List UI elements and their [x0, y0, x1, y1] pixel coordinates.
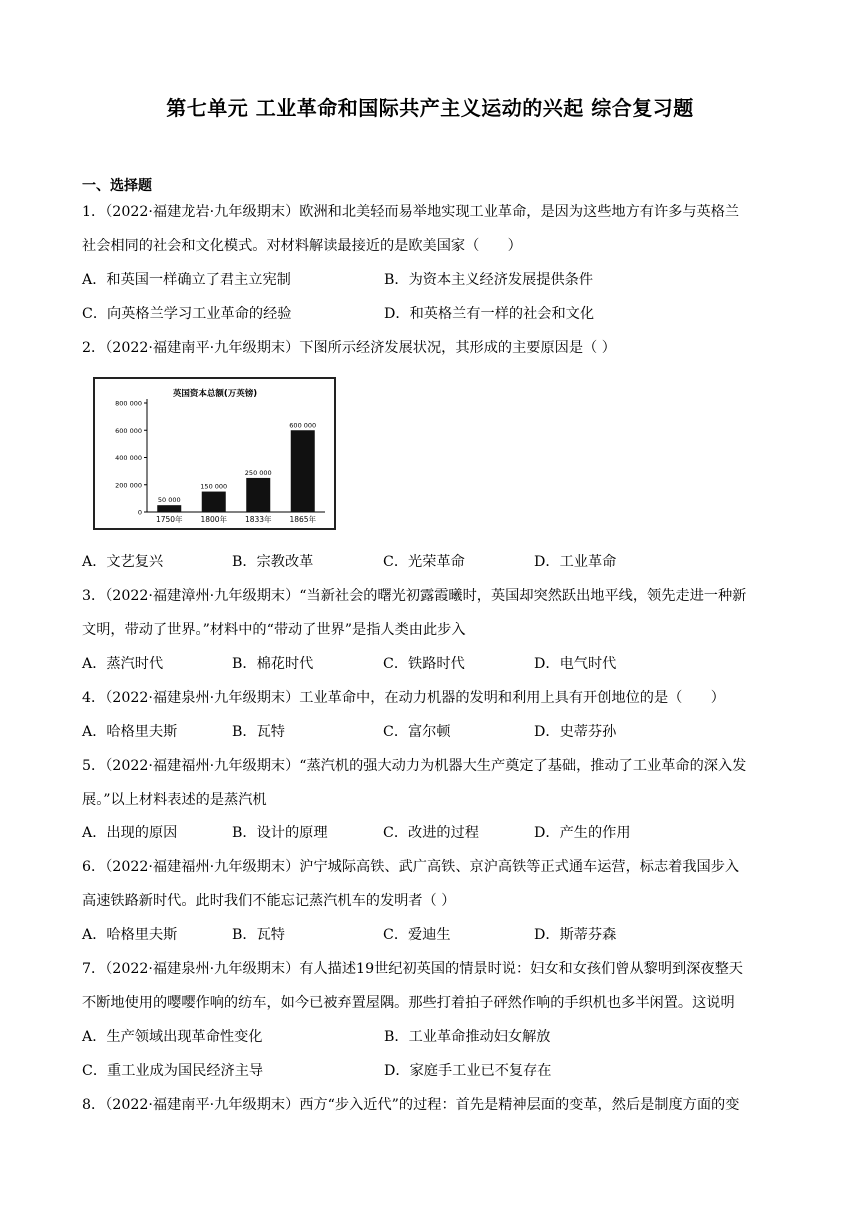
bar-value-label: 250 000	[244, 468, 272, 477]
y-tick-label: 800 000	[115, 399, 142, 408]
bar-value-label: 150 000	[200, 482, 228, 491]
question-2-option-a: A．文艺复兴	[82, 554, 164, 570]
bar-1865年	[291, 430, 315, 512]
question-2-option-b: B．宗教改革	[232, 554, 314, 570]
question-7-line-2: 不断地使用的嘤嘤作响的纺车，如今已被弃置屋隅。那些打着拍子砰然作响的手织机也多半闲置。这说明	[82, 995, 735, 1011]
section-heading: 一、选择题	[82, 178, 152, 194]
question-7-option-d: D．家庭手工业已不复存在	[384, 1063, 552, 1079]
bar-1833年	[246, 478, 270, 512]
bar-1800年	[202, 492, 226, 512]
question-4-option-b: B．瓦特	[232, 724, 285, 740]
question-2-option-d: D．工业革命	[534, 554, 617, 570]
question-4-line-1: 4．（2022·福建泉州·九年级期末）工业革命中，在动力机器的发明和利用上具有开创地位的是（ ）	[82, 690, 725, 706]
question-5-line-1: 5．（2022·福建福州·九年级期末）“蒸汽机的强大动力为机器大生产奠定了基础，推动了工业革命的深入发	[82, 758, 747, 774]
question-4-option-a: A．哈格里夫斯	[82, 724, 178, 740]
question-5-option-d: D．产生的作用	[534, 825, 631, 841]
question-3-line-1: 3．（2022·福建漳州·九年级期末）“当新社会的曙光初露霞曦时，英国却突然跃出地平线，领先走进一种新	[82, 588, 747, 604]
question-5-option-a: A．出现的原因	[82, 825, 178, 841]
question-3-option-d: D．电气时代	[534, 656, 617, 672]
question-6-option-b: B．瓦特	[232, 927, 285, 943]
question-5-line-2: 展。”以上材料表述的是蒸汽机	[82, 792, 267, 808]
question-4-option-c: C．富尔顿	[383, 724, 451, 740]
question-3-option-c: C．铁路时代	[383, 656, 465, 672]
question-7-line-1: 7．（2022·福建泉州·九年级期末）有人描述19世纪初英国的情景时说：妇女和女孩们曾从黎明到深夜整天	[82, 961, 743, 977]
chart-canvas	[95, 379, 334, 528]
y-tick-label: 0	[137, 508, 142, 517]
question-6-option-d: D．斯蒂芬森	[534, 927, 617, 943]
question-1-option-c: C．向英格兰学习工业革命的经验	[82, 306, 292, 322]
question-7-option-c: C．重工业成为国民经济主导	[82, 1063, 264, 1079]
bar-value-label: 600 000	[289, 421, 317, 430]
bar-1750年	[157, 505, 181, 512]
question-4-option-d: D．史蒂芬孙	[534, 724, 617, 740]
y-tick-label: 200 000	[115, 481, 142, 490]
chart-title: 英国资本总额(万英镑)	[172, 389, 258, 399]
question-2-line-1: 2．（2022·福建南平·九年级期末）下图所示经济发展状况，其形成的主要原因是（ ）	[82, 340, 616, 356]
question-6-line-2: 高速铁路新时代。此时我们不能忘记蒸汽机车的发明者（ ）	[82, 893, 456, 909]
question-6-option-c: C．爱迪生	[383, 927, 451, 943]
question-3-line-2: 文明，带动了世界。”材料中的“带动了世界”是指人类由此步入	[82, 622, 466, 638]
x-category-label: 1833年	[244, 515, 272, 524]
question-7-option-a: A．生产领域出现革命性变化	[82, 1029, 263, 1045]
question-2-option-c: C．光荣革命	[383, 554, 465, 570]
y-tick-label: 600 000	[115, 426, 142, 435]
question-1-option-a: A．和英国一样确立了君主立宪制	[82, 272, 291, 288]
question-1-option-d: D．和英格兰有一样的社会和文化	[384, 306, 595, 322]
question-6-line-1: 6．（2022·福建福州·九年级期末）沪宁城际高铁、武广高铁、京沪高铁等正式通车运营，标志着我国步入	[82, 859, 740, 875]
question-1-line-2: 社会相同的社会和文化模式。对材料解读最接近的是欧美国家（ ）	[82, 238, 522, 254]
question-3-option-a: A．蒸汽时代	[82, 656, 164, 672]
y-tick-label: 400 000	[115, 454, 142, 462]
question-3-option-b: B．棉花时代	[232, 656, 314, 672]
question-5-option-c: C．改进的过程	[383, 825, 479, 841]
x-category-label: 1750年	[155, 515, 183, 524]
capital-bar-chart	[93, 377, 336, 530]
x-category-label: 1865年	[289, 515, 317, 524]
question-7-option-b: B．工业革命推动妇女解放	[384, 1029, 551, 1045]
bar-value-label: 50 000	[157, 496, 181, 505]
x-category-label: 1800年	[200, 515, 228, 524]
question-6-option-a: A．哈格里夫斯	[82, 927, 178, 943]
question-5-option-b: B．设计的原理	[232, 825, 328, 841]
question-8-line-1: 8．（2022·福建南平·九年级期末）西方“步入近代”的过程：首先是精神层面的变革，然后是制度方面的变	[82, 1097, 740, 1113]
page-title: 第七单元 工业革命和国际共产主义运动的兴起 综合复习题	[166, 96, 694, 120]
question-1-line-1: 1．（2022·福建龙岩·九年级期末）欧洲和北美轻而易举地实现工业革命，是因为这些地方有许多与英格兰	[82, 204, 740, 220]
question-1-option-b: B．为资本主义经济发展提供条件	[384, 272, 594, 288]
